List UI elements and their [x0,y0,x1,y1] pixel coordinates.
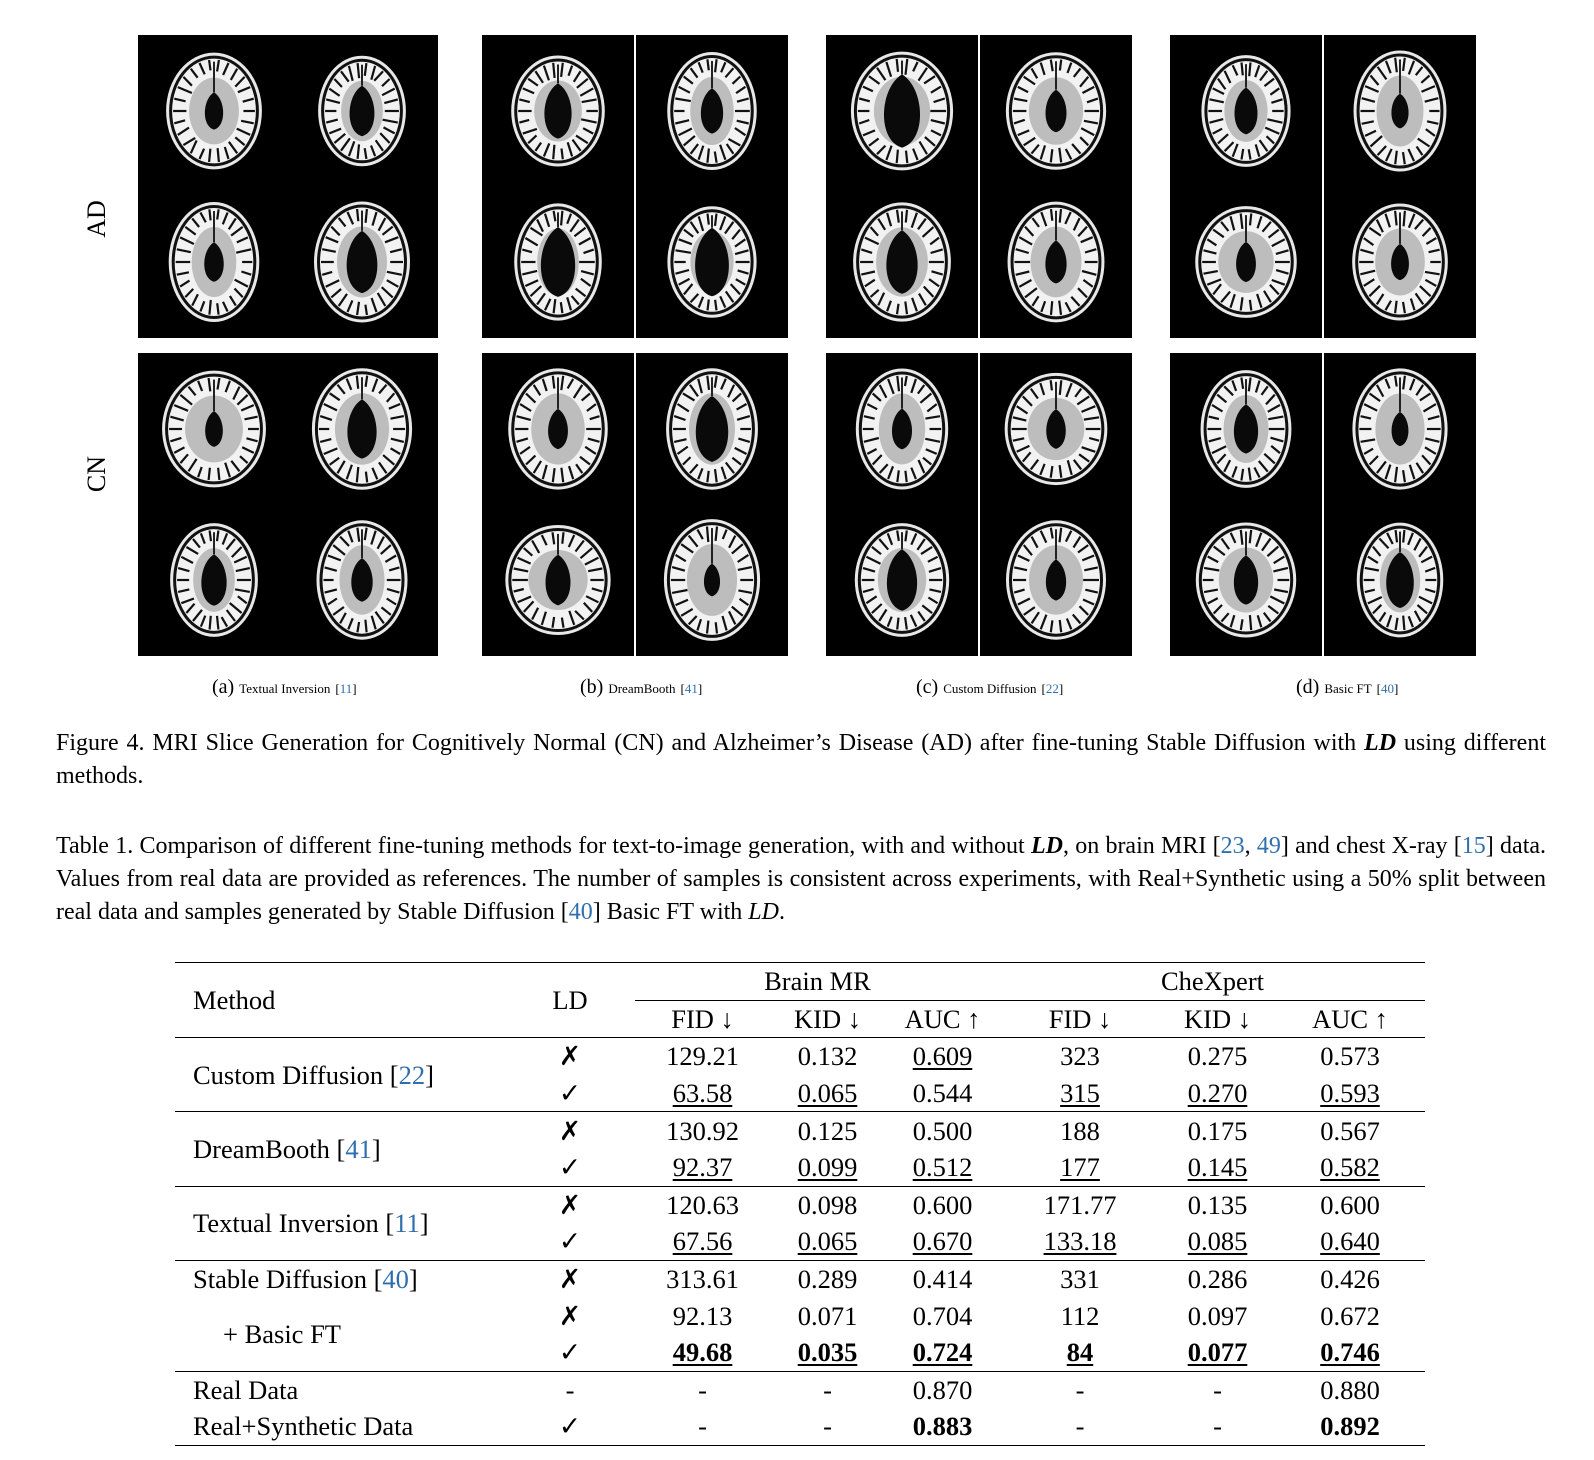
ld-cell: ✓ [558,1078,582,1109]
header-method: Method [175,963,505,1038]
value-cell: 0.145 [1187,1152,1248,1183]
mri-slice-textual-inversion-ad-0-0 [138,35,290,187]
ld-cell: ✗ [505,1038,635,1075]
row-label-ad: AD [82,200,111,238]
mri-slice-custom-diffusion-cn-0-0 [826,353,978,505]
mri-slice-basic-ft-ad-1-0 [1170,186,1322,338]
mri-slice-dreambooth-ad-1-0 [482,186,634,338]
header-ld: LD [505,963,635,1038]
header-brain-fid: FID ↓ [671,1003,734,1034]
mri-slice-textual-inversion-cn-1-1 [286,504,438,656]
mri-slice-textual-inversion-cn-0-1 [286,353,438,505]
mri-slice-basic-ft-cn-0-0 [1170,353,1322,505]
value-cell: 0.544 [912,1078,973,1109]
value-cell: 0.746 [1320,1337,1380,1368]
method-cell: Real+Synthetic Data [175,1408,505,1445]
subfig-label-d: (d) Basic FT [40] [1296,676,1399,698]
mri-slice-custom-diffusion-ad-1-0 [826,186,978,338]
mri-slice-basic-ft-cn-0-1 [1324,353,1476,505]
value-cell: 0.175 [1160,1112,1275,1149]
value-cell: 84 [1066,1337,1094,1368]
table-row [175,1186,1425,1223]
table-row [175,1260,1425,1297]
value-cell: 0.035 [797,1337,858,1368]
ld-cell: - [505,1371,635,1408]
method-cell: + Basic FT [223,1318,341,1349]
value-cell: 0.132 [770,1038,885,1075]
row-label-cn: CN [82,455,111,493]
header-row-1 [175,963,1425,1001]
value-cell: 0.071 [797,1300,858,1331]
header-brain-auc: AUC ↑ [904,1003,981,1034]
value-cell: 331 [1000,1260,1160,1297]
ld-cell: ✗ [505,1186,635,1223]
ld-cell: ✓ [558,1152,582,1183]
header-chexpert-kid: KID ↓ [1184,1003,1251,1034]
figure-caption: Figure 4. MRI Slice Generation for Cognitively Normal (CN) and Alzheimer’s Disease (AD) after fine-tuning Stable Diffusion with LD using different methods. [56,730,1546,789]
value-cell: 0.135 [1160,1186,1275,1223]
value-cell: 0.286 [1160,1260,1275,1297]
table-row [175,1408,1425,1445]
value-cell: 120.63 [635,1186,770,1223]
value-cell: 49.68 [672,1337,733,1368]
mri-slice-custom-diffusion-ad-1-1 [980,186,1132,338]
value-cell: 0.099 [797,1152,858,1183]
value-cell: 130.92 [635,1112,770,1149]
mri-slice-custom-diffusion-cn-0-1 [980,353,1132,505]
value-cell: - [635,1371,770,1408]
table-row [175,1371,1425,1408]
value-cell: 0.600 [1275,1186,1425,1223]
mri-slice-dreambooth-cn-1-0 [482,504,634,656]
value-cell: 0.870 [885,1371,1000,1408]
value-cell: 177 [1060,1152,1100,1183]
value-cell: 315 [1060,1078,1100,1109]
value-cell: 0.573 [1275,1038,1425,1075]
header-chexpert-auc: AUC ↑ [1312,1003,1388,1034]
header-chexpert: CheXpert [1000,963,1425,1001]
ld-cell: ✗ [505,1112,635,1149]
mri-slice-textual-inversion-ad-1-1 [286,186,438,338]
value-cell: 313.61 [635,1260,770,1297]
mri-slice-basic-ft-ad-0-0 [1170,35,1322,187]
mri-slice-basic-ft-ad-0-1 [1324,35,1476,187]
value-cell: 0.414 [885,1260,1000,1297]
value-cell: 0.098 [770,1186,885,1223]
ld-cell: ✗ [505,1260,635,1297]
table-row [175,1038,1425,1075]
value-cell: 63.58 [672,1078,733,1109]
mri-slice-dreambooth-cn-0-0 [482,353,634,505]
table-caption: Table 1. Comparison of different fine-tuning methods for text-to-image generation, with and without LD, on brain MRI [23, 49] and chest X-ray [15] data. Values from real data are provided as references. The number of samples is consistent across experiments, with Real+Synthetic using a 50% split between real data and samples generated by Stable Diffusion [40] Basic FT with LD. [56,833,1547,925]
value-cell: 0.704 [912,1300,973,1331]
ld-cell: ✓ [558,1337,582,1368]
value-cell: 0.125 [770,1112,885,1149]
value-cell: 0.724 [912,1337,973,1368]
value-cell: 0.085 [1187,1226,1248,1257]
ld-cell: ✓ [505,1408,635,1445]
method-cell: Custom Diffusion [22] [175,1038,505,1112]
method-cell: Stable Diffusion [40] [175,1260,505,1297]
value-cell: - [1000,1371,1160,1408]
value-cell: 0.065 [797,1226,858,1257]
value-cell: 0.582 [1320,1152,1380,1183]
mri-slice-dreambooth-ad-0-0 [482,35,634,187]
value-cell: 0.640 [1320,1226,1380,1257]
mri-slice-textual-inversion-cn-0-0 [138,353,290,505]
value-cell: 133.18 [1043,1226,1117,1257]
value-cell: 0.512 [912,1152,973,1183]
value-cell: 188 [1000,1112,1160,1149]
mri-slice-basic-ft-cn-1-0 [1170,504,1322,656]
mri-slice-textual-inversion-ad-1-0 [138,186,290,338]
value-cell: 92.37 [672,1152,733,1183]
mri-slice-dreambooth-ad-0-1 [636,35,788,187]
value-cell: 0.670 [912,1226,973,1257]
method-cell: DreamBooth [41] [175,1112,505,1186]
subfig-label-b: (b) DreamBooth [41] [580,676,703,698]
mri-slice-dreambooth-ad-1-1 [636,186,788,338]
ld-cell: ✓ [558,1226,582,1257]
value-cell: 171.77 [1000,1186,1160,1223]
value-cell: 0.275 [1160,1038,1275,1075]
header-chexpert-fid: FID ↓ [1048,1003,1112,1034]
value-cell: 0.077 [1187,1337,1248,1368]
value-cell: 0.567 [1275,1112,1425,1149]
value-cell: 0.097 [1187,1300,1248,1331]
value-cell: 0.426 [1275,1260,1425,1297]
mri-slice-custom-diffusion-cn-1-0 [826,504,978,656]
value-cell: 0.880 [1275,1371,1425,1408]
header-brain-mr: Brain MR [635,963,1000,1001]
value-cell: 0.892 [1275,1408,1425,1445]
value-cell: 0.600 [885,1186,1000,1223]
mri-slice-dreambooth-cn-1-1 [636,504,788,656]
value-cell: - [1000,1408,1160,1445]
header-brain-kid: KID ↓ [794,1003,861,1034]
value-cell: 0.065 [797,1078,858,1109]
mri-slice-basic-ft-cn-1-1 [1324,504,1476,656]
mri-slice-custom-diffusion-ad-0-1 [980,35,1132,187]
value-cell: - [770,1371,885,1408]
ld-cell: ✗ [558,1300,582,1331]
value-cell: 0.593 [1320,1078,1380,1109]
value-cell: 92.13 [672,1300,733,1331]
value-cell: - [1160,1408,1275,1445]
value-cell: - [770,1408,885,1445]
mri-slice-textual-inversion-cn-1-0 [138,504,290,656]
value-cell: 0.672 [1320,1300,1380,1331]
value-cell: 112 [1060,1300,1100,1331]
value-cell: 0.500 [885,1112,1000,1149]
mri-slice-basic-ft-ad-1-1 [1324,186,1476,338]
table-row [175,1297,1425,1334]
value-cell: 67.56 [672,1226,733,1257]
mri-slice-dreambooth-cn-0-1 [636,353,788,505]
mri-slice-custom-diffusion-cn-1-1 [980,504,1132,656]
value-cell: 0.883 [885,1408,1000,1445]
method-cell: Real Data [175,1371,505,1408]
table-row [175,1112,1425,1149]
value-cell: 0.270 [1187,1078,1248,1109]
value-cell: 0.609 [885,1038,1000,1075]
value-cell: - [635,1408,770,1445]
subfig-label-a: (a) Textual Inversion [11] [212,676,357,698]
results-table [175,962,1425,1446]
value-cell: 129.21 [635,1038,770,1075]
value-cell: 323 [1000,1038,1160,1075]
mri-slice-textual-inversion-ad-0-1 [286,35,438,187]
value-cell: 0.289 [770,1260,885,1297]
subfig-label-c: (c) Custom Diffusion [22] [916,676,1064,698]
value-cell: - [1160,1371,1275,1408]
mri-slice-custom-diffusion-ad-0-0 [826,35,978,187]
method-cell: Textual Inversion [11] [175,1186,505,1260]
